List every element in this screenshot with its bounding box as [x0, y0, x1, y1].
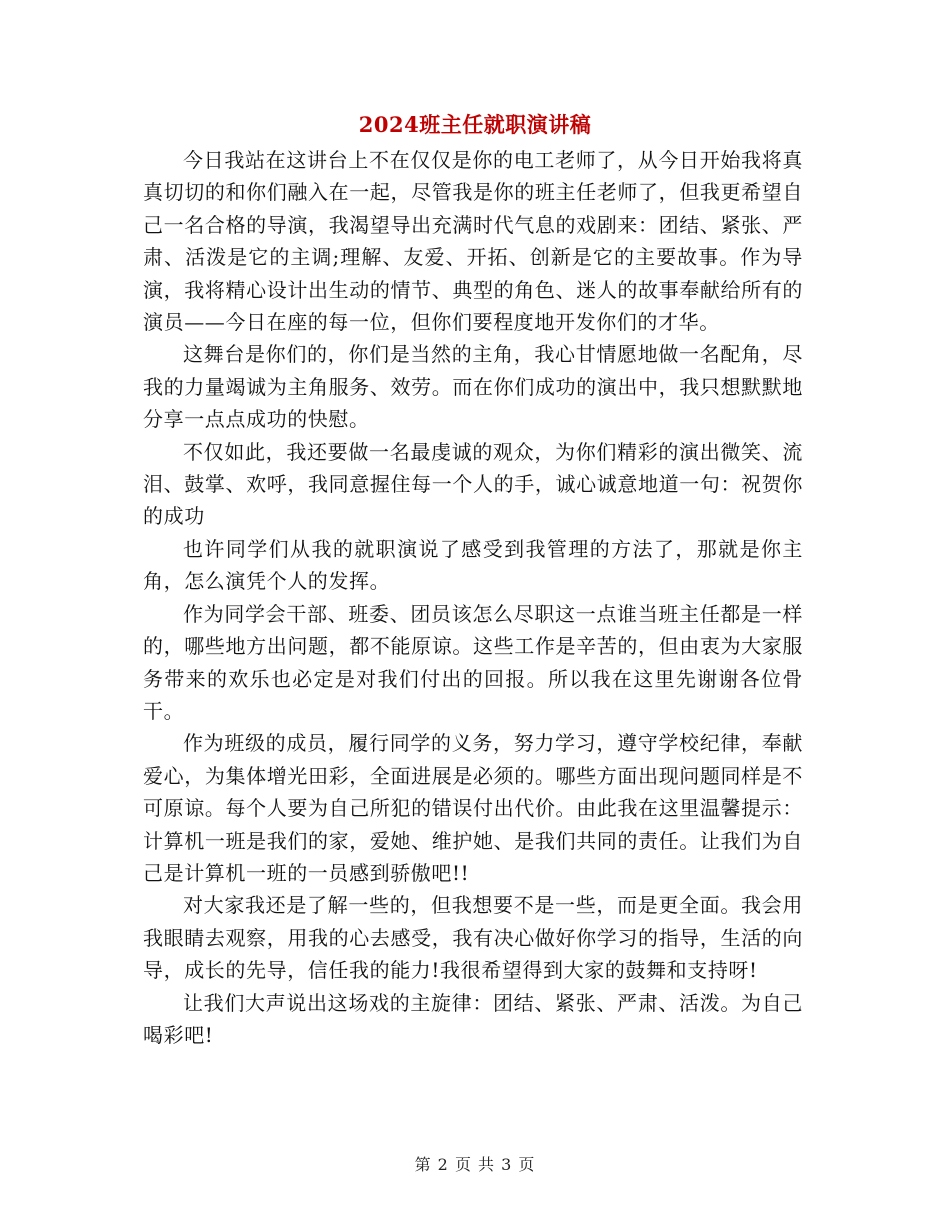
document-body: [143, 144, 803, 1051]
paragraph: 作为同学会干部、班委、团员该怎么尽职这一点谁当班主任都是一样的，哪些地方出问题，都不能原谅。这些工作是辛苦的，但由衷为大家服务带来的欢乐也必定是对我们付出的回报。所以我在这里先谢谢各位骨干。: [143, 601, 803, 723]
paragraph: 让我们大声说出这场戏的主旋律：团结、紧张、严肃、活泼。为自己喝彩吧!: [143, 990, 803, 1047]
paragraph: 今日我站在这讲台上不在仅仅是你的电工老师了，从今日开始我将真真切切的和你们融入在一起，尽管我是你的班主任老师了，但我更希望自己一名合格的导演，我渴望导出充满时代气息的戏剧来：团结、紧张、严肃、活泼是它的主调;理解、友爱、开拓、创新是它的主要故事。作为导演，我将精心设计出生动的情节、典型的角色、迷人的故事奉献给所有的演员——今日在座的每一位，但你们要程度地开发你们的才华。: [143, 148, 803, 335]
paragraph: 也许同学们从我的就职演说了感受到我管理的方法了，那就是你主角，怎么演凭个人的发挥。: [143, 536, 803, 594]
document-title: 2024班主任就职演讲稿: [358, 112, 592, 137]
page-footer: 第 2 页 共 3 页: [414, 1155, 536, 1174]
paragraph: 对大家我还是了解一些的，但我想要不是一些，而是更全面。我会用我眼睛去观察，用我的心去感受，我有决心做好你学习的指导，生活的向导，成长的先导，信任我的能力!我很希望得到大家的鼓舞和支持呀!: [143, 893, 803, 983]
paragraph: 作为班级的成员，履行同学的义务，努力学习，遵守学校纪律，奉献爱心，为集体增光田彩，全面进展是必须的。哪些方面出现问题同样是不可原谅。每个人要为自己所犯的错误付出代价。由此我在这里温馨提示：计算机一班是我们的家，爱她、维护她、是我们共同的责任。让我们为自己是计算机一班的一员感到骄傲吧!!: [143, 731, 803, 885]
paragraph: 这舞台是你们的，你们是当然的主角，我心甘情愿地做一名配角，尽我的力量竭诚为主角服务、效劳。而在你们成功的演出中，我只想默默地分享一点点成功的快慰。: [143, 342, 803, 432]
paragraph: 不仅如此，我还要做一名最虔诚的观众，为你们精彩的演出微笑、流泪、鼓掌、欢呼，我同意握住每一个人的手，诚心诚意地道一句：祝贺你的成功: [143, 439, 803, 529]
